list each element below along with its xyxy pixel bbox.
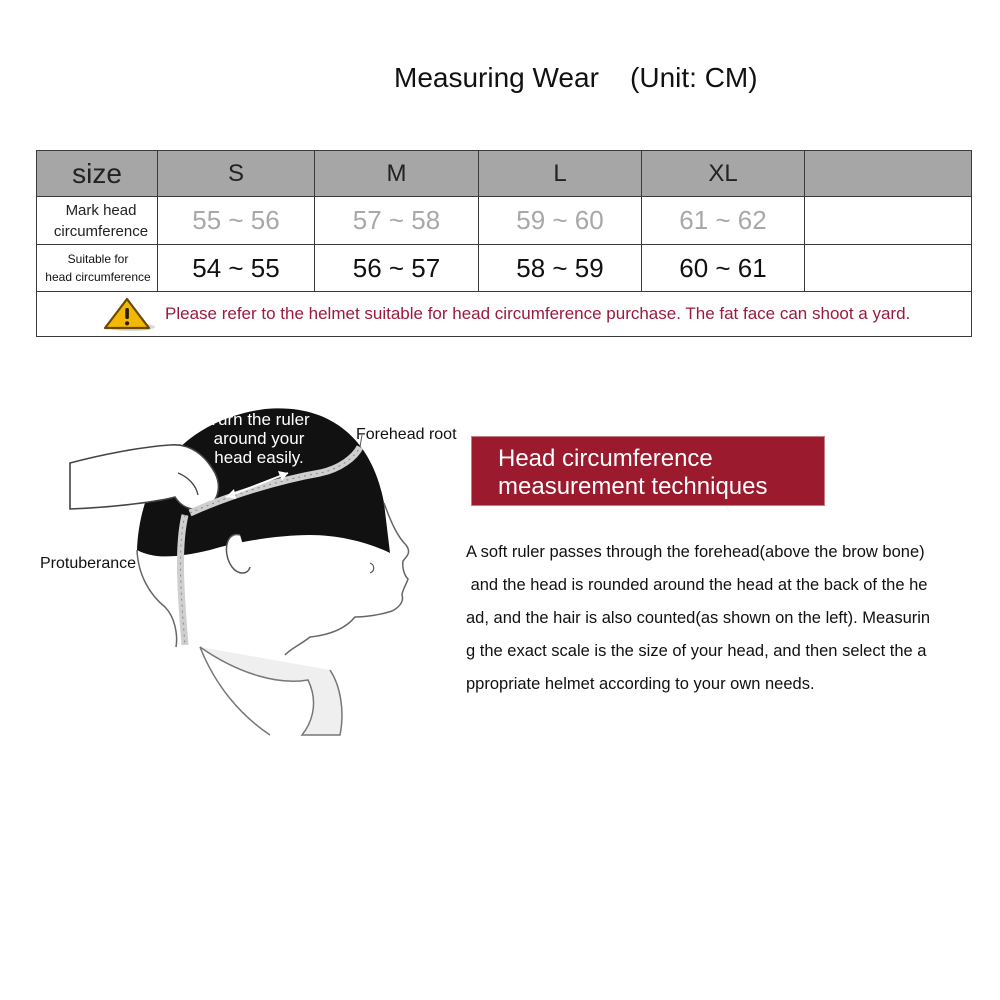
table-cell: 61 ~ 62: [642, 197, 805, 245]
table-row: [37, 197, 972, 245]
header-m: M: [315, 151, 479, 197]
description-line: ad, and the hair is also counted(as shown on the left). Measurin: [466, 609, 931, 627]
size-chart-table: [36, 150, 972, 337]
table-cell: [805, 245, 972, 292]
table-row: [37, 245, 972, 292]
description-line: g the exact scale is the size of your head, and then select the a: [466, 642, 927, 660]
description-line: ppropriate helmet according to your own needs.: [466, 675, 815, 693]
header-empty: [805, 151, 972, 197]
table-cell: 56 ~ 57: [315, 245, 479, 292]
description-line: A soft ruler passes through the forehead(above the brow bone): [466, 543, 925, 561]
ruler-instruction: Turn the ruler around your head easily.: [208, 410, 310, 467]
header-size: size: [37, 151, 158, 197]
description-line: and the head is rounded around the head at the back of the he: [466, 576, 928, 594]
row-label-mark: Mark head circumference: [37, 197, 158, 245]
table-cell: [805, 197, 972, 245]
header-xl: XL: [642, 151, 805, 197]
header-l: L: [479, 151, 642, 197]
hanging-tape: [180, 515, 185, 645]
table-cell: 57 ~ 58: [315, 197, 479, 245]
table-cell: 60 ~ 61: [642, 245, 805, 292]
warning-triangle-icon: [101, 296, 157, 332]
technique-heading-box: [472, 437, 824, 505]
purchase-note: Please refer to the helmet suitable for head circumference purchase. The fat face can shoot a yard.: [165, 304, 911, 323]
table-note-row: [37, 292, 972, 337]
table-cell: 55 ~ 56: [158, 197, 315, 245]
header-s: S: [158, 151, 315, 197]
table-header-row: [37, 151, 972, 197]
technique-description: [466, 536, 978, 701]
collar: [200, 647, 342, 735]
row-label-suitable: Suitable for head circumference: [37, 245, 158, 292]
page-title: Measuring Wear (Unit: CM): [394, 62, 758, 93]
technique-heading: Head circumference measurement techniques: [498, 445, 768, 500]
table-cell: 54 ~ 55: [158, 245, 315, 292]
protuberance-label: Protuberance: [40, 555, 137, 572]
table-cell: 59 ~ 60: [479, 197, 642, 245]
hand: [70, 445, 218, 509]
forehead-root-label: Forehead root: [356, 426, 457, 443]
table-cell: 58 ~ 59: [479, 245, 642, 292]
